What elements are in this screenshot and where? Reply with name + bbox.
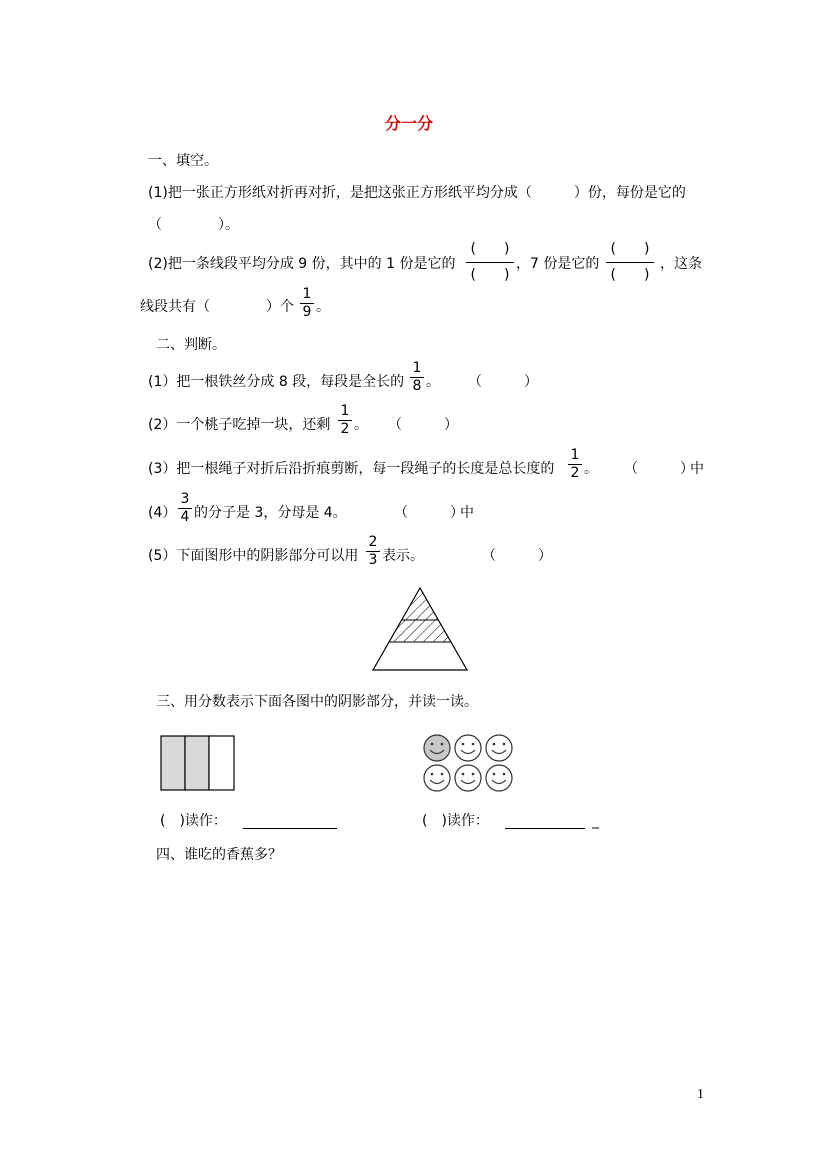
fraction-blank-1-den: ( ): [470, 267, 510, 283]
read-as-2-label: ( )读作：: [422, 813, 489, 829]
section-1-heading: 一、填空。: [148, 153, 218, 169]
q2-2-answer-paren: （ ）: [388, 417, 458, 433]
fraction-1-2-a-den: 2: [340, 421, 350, 437]
q1-2-period: 。: [316, 299, 330, 315]
fraction-3-4: [178, 491, 192, 525]
fraction-1-9: [300, 286, 314, 320]
smiley-icon: [486, 765, 512, 791]
q2-3-answer-paren: （ ）: [624, 461, 694, 477]
q1-1-line2: （ ）。: [148, 217, 239, 233]
q2-5-answer-paren: （ ）: [482, 548, 552, 564]
fraction-1-2-a: [338, 403, 352, 437]
q2-4-answer-paren: （ ）: [394, 505, 464, 521]
smiley-icon-shaded: [424, 735, 450, 761]
section-4-heading: 四、谁吃的香蕉多？: [156, 847, 282, 863]
fraction-blank-1-num: ( ): [470, 241, 510, 257]
fraction-1-8: [410, 360, 424, 394]
q2-1-answer-paren: （ ）: [468, 374, 538, 390]
read-as-1-label: ( )读作：: [160, 813, 227, 829]
fraction-3-4-num: 3: [180, 491, 190, 507]
smiley-icon: [424, 765, 450, 791]
q2-1-text: (1）把一根铁丝分成 8 段，每段是全长的: [148, 374, 405, 390]
triangle-figure: [370, 586, 470, 672]
fraction-1-9-den: 9: [302, 304, 312, 320]
q2-5-text: (5）下面图形中的阴影部分可以用: [148, 548, 359, 564]
fraction-1-8-num: 1: [412, 360, 422, 376]
q1-1-line1: (1)把一张正方形纸对折再对折，是把这张正方形纸平均分成（ ）份，每份是它的: [148, 185, 686, 201]
smiley-icon: [455, 765, 481, 791]
fraction-2-3-num: 2: [368, 534, 378, 550]
q1-2-text-b: ，7 份是它的: [516, 256, 600, 272]
fraction-1-2-b-den: 2: [570, 465, 580, 481]
read-as-2-tail: _: [592, 813, 599, 829]
fraction-1-2-a-num: 1: [340, 403, 350, 419]
q2-5-tail: 表示。: [382, 548, 424, 564]
fraction-blank-1: [466, 241, 514, 283]
q1-2-text-c: ，这条: [660, 256, 702, 272]
q2-3-zhong: 中: [690, 461, 704, 477]
q1-2-line2: 线段共有（ ）个: [140, 299, 294, 315]
fraction-1-2-b-num: 1: [570, 447, 580, 463]
fraction-blank-2-num: ( ): [610, 241, 650, 257]
q2-3-period: 。: [584, 461, 598, 477]
read-as-1-blank[interactable]: [243, 828, 337, 829]
read-as-2-blank[interactable]: [505, 828, 585, 829]
q2-3-text: (3）把一根绳子对折后沿折痕剪断，每一段绳子的长度是总长度的: [148, 461, 555, 477]
smiley-icon: [486, 735, 512, 761]
fraction-2-3: [366, 534, 380, 568]
q2-2-text: (2）一个桃子吃掉一块，还剩: [148, 417, 331, 433]
rectangle-figure: [160, 735, 237, 792]
fraction-1-9-num: 1: [302, 286, 312, 302]
page-number: 1: [697, 1087, 704, 1102]
fraction-1-2-b: [568, 447, 582, 481]
section-2-heading: 二、判断。: [156, 337, 226, 353]
fraction-2-3-den: 3: [368, 552, 378, 568]
q2-4-prefix: (4）: [148, 505, 177, 521]
page-title: 分一分: [385, 114, 434, 133]
smiley-faces-figure: [422, 733, 516, 793]
q1-2-text-a: (2)把一条线段平均分成 9 份，其中的 1 份是它的: [148, 256, 456, 272]
fraction-blank-2-den: ( ): [610, 267, 650, 283]
section-3-heading: 三、用分数表示下面各图中的阴影部分，并读一读。: [156, 694, 478, 710]
q2-2-period: 。: [354, 417, 368, 433]
q2-4-zhong: 中: [460, 505, 474, 521]
fraction-3-4-den: 4: [180, 509, 190, 525]
q2-4-text: 的分子是 3，分母是 4。: [194, 505, 347, 521]
fraction-1-8-den: 8: [412, 378, 422, 394]
fraction-blank-2: [606, 241, 654, 283]
smiley-icon: [455, 735, 481, 761]
q2-1-period: 。: [426, 374, 440, 390]
